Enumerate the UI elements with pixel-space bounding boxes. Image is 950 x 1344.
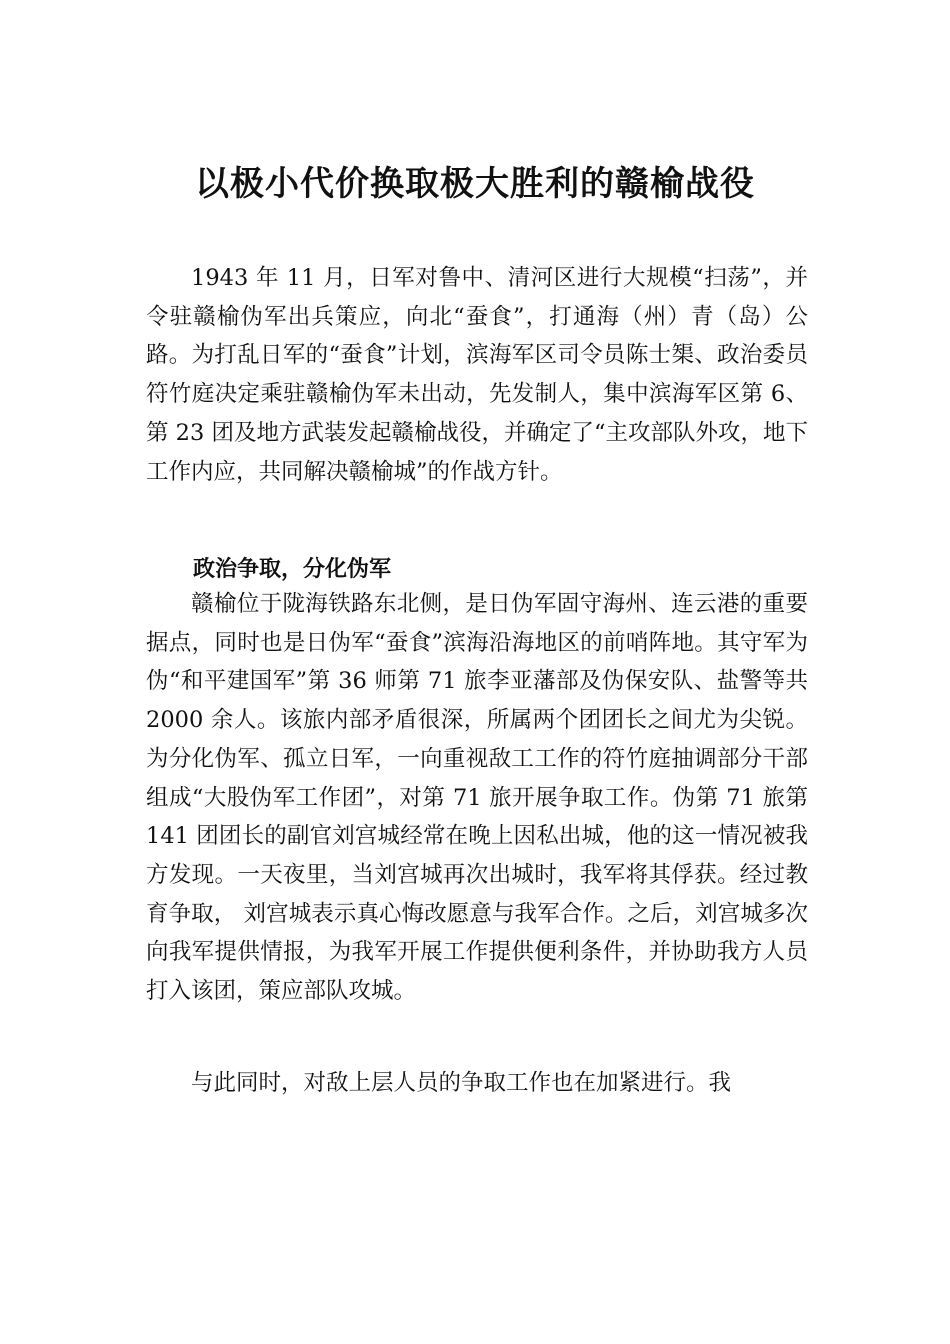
section-heading: 政治争取，分化伪军 xyxy=(193,557,392,582)
intro-paragraph: 1943 年 11 月，日军对鲁中、清河区进行大规模“扫荡”，并令驻赣榆伪军出兵策应，向北“蚕食”，打通海（州）青（岛）公路。为打乱日军的“蚕食”计划，滨海军区司令员陈士榘、政治委员符竹庭决定乘驻赣榆伪军未出动，先发制人，集中滨海军区第 6、第 23 团及地方武装发起赣榆战役，并确定了“主攻部队外攻，地下工作内应，共同解决赣榆城”的作战方针。 xyxy=(146,265,808,485)
continuation-paragraph: 与此同时，对敌上层人员的争取工作也在加紧进行。我 xyxy=(191,1070,732,1096)
section-paragraph: 赣榆位于陇海铁路东北侧，是日伪军固守海州、连云港的重要据点，同时也是日伪军“蚕食”滨海沿海地区的前哨阵地。其守军为伪“和平建国军”第 36 师第 71 旅李亚藩部及伪保安队、盐警等共 2000 余人。该旅内部矛盾很深，所属两个团团长之间尤为尖锐。为分化伪军、孤立日军，一向重视敌工工作的符竹庭抽调部分干部组成“大股伪军工作团”，对第 71 旅开展争取工作。伪第 71 旅第 141 团团长的副官刘宫城经常在晚上因私出城，他的这一情况被我方发现。一天夜里，当刘宫城再次出城时，我军将其俘获。经过教育争取， 刘宫城表示真心悔改愿意与我军合作。之后，刘宫城多次向我军提供情报，为我军开展工作提供便利条件，并协助我方人员打入该团，策应部队攻城。 xyxy=(146,591,808,1005)
document-title: 以极小代价换取极大胜利的赣榆战役 xyxy=(195,164,755,204)
